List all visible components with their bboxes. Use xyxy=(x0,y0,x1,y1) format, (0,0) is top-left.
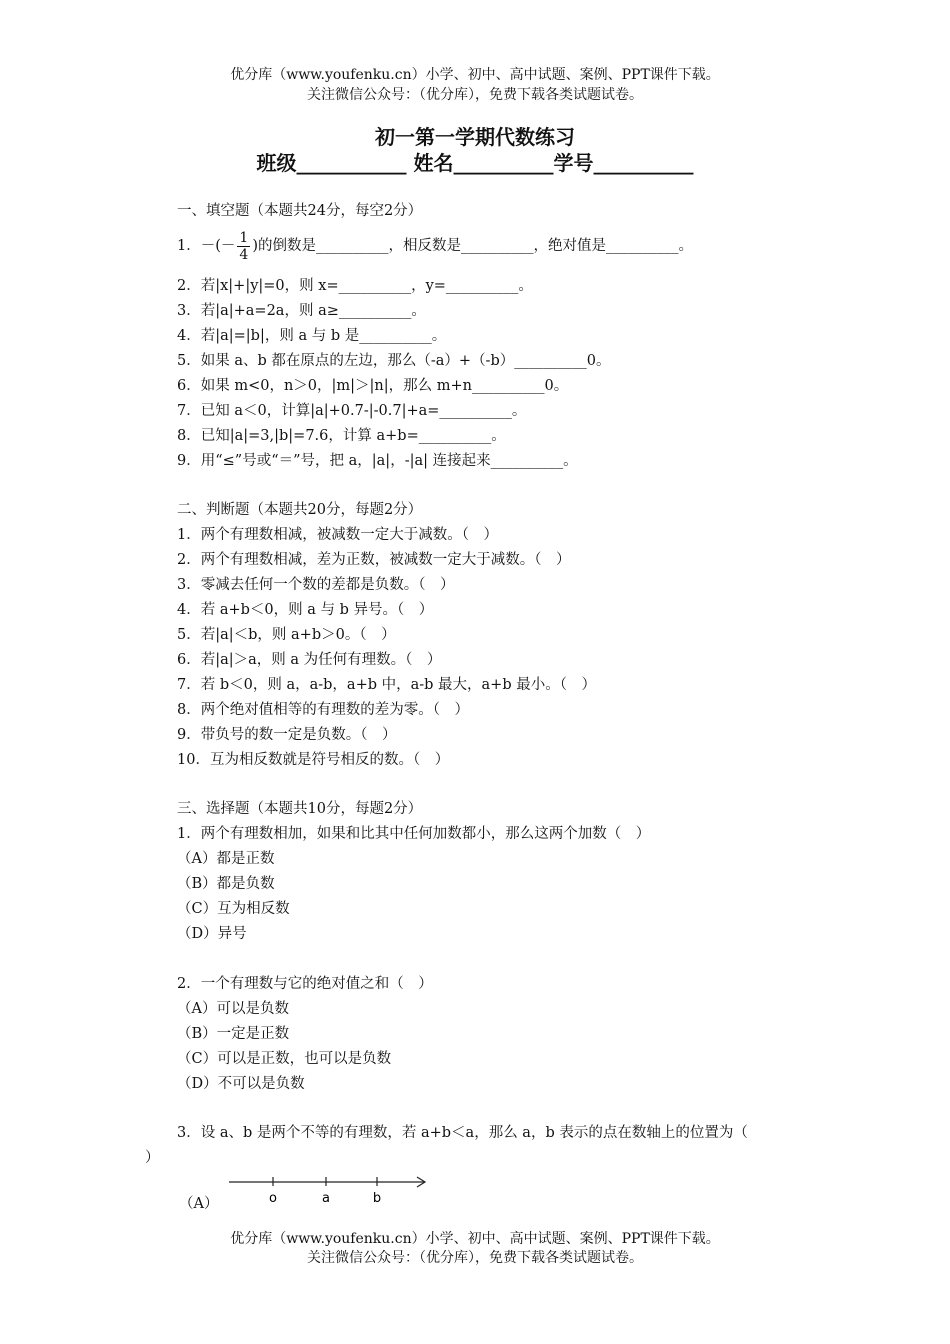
s3-q2-option-a: （A）可以是负数 xyxy=(177,1001,289,1017)
fraction-numerator: 1 xyxy=(239,229,249,246)
s1-question-7: 7．已知 a＜0，计算|a|+0.7-|-0.7|+a=__________。 xyxy=(177,403,527,419)
s1-question-5: 5．如果 a、b 都在原点的左边，那么（-a）+（-b）__________0。 xyxy=(177,353,611,369)
s1-question-6: 6．如果 m<0，n＞0，|m|＞|n|，那么 m+n__________0。 xyxy=(177,378,569,394)
page-footer-line1: 优分库（www.youfenku.cn）小学、初中、高中试题、案例、PPT课件下载。 xyxy=(230,1231,720,1247)
s2-question-5: 5．若|a|＜b，则 a+b＞0。（ ） xyxy=(177,627,396,643)
s2-question-6: 6．若|a|＞a，则 a 为任何有理数。（ ） xyxy=(177,652,442,668)
page-footer-line2: 关注微信公众号：（优分库），免费下载各类试题试卷。 xyxy=(307,1250,643,1266)
page-header-line1: 优分库（www.youfenku.cn）小学、初中、高中试题、案例、PPT课件下载。 xyxy=(230,67,720,83)
s3-q2-option-d: （D）不可以是负数 xyxy=(177,1076,305,1092)
section3-heading: 三、选择题（本题共10分，每题2分） xyxy=(177,801,423,817)
s3-q1-option-d: （D）异号 xyxy=(177,926,247,942)
s2-question-1: 1．两个有理数相减，被减数一定大于减数。（ ） xyxy=(177,527,498,543)
s2-question-4: 4．若 a+b＜0，则 a 与 b 异号。（ ） xyxy=(177,602,434,618)
s1-question-3: 3．若|a|+a=2a，则 a≥__________。 xyxy=(177,303,426,319)
s3-q2-option-c: （C）可以是正数，也可以是负数 xyxy=(177,1051,392,1067)
s2-question-7: 7．若 b＜0，则 a，a-b，a+b 中，a-b 最大，a+b 最小。（ ） xyxy=(177,677,596,693)
s3-question-3-stem-cont: ） xyxy=(145,1150,160,1166)
s1-question-1 xyxy=(177,228,693,264)
s3-question-2-stem: 2．一个有理数与它的绝对值之和（ ） xyxy=(177,976,433,992)
axis-label-a: a xyxy=(322,1191,330,1206)
s3-q1-option-b: （B）都是负数 xyxy=(177,876,275,892)
section2-heading: 二、判断题（本题共20分，每题2分） xyxy=(177,502,423,518)
s3-q2-option-b: （B）一定是正数 xyxy=(177,1026,290,1042)
page-header-line2: 关注微信公众号：（优分库），免费下载各类试题试卷。 xyxy=(307,87,643,103)
s1-question-2: 2．若|x|+|y|=0，则 x=__________，y=__________。 xyxy=(177,278,533,294)
s2-question-8: 8．两个绝对值相等的有理数的差为零。（ ） xyxy=(177,702,469,718)
axis-label-b: b xyxy=(372,1191,382,1206)
s1-question-9: 9．用“≤”号或“＝”号，把 a，|a|，-|a| 连接起来__________。 xyxy=(177,453,578,469)
s2-question-2: 2．两个有理数相减，差为正数，被减数一定大于减数。（ ） xyxy=(177,552,571,568)
q1-prefix: 1．－(－ xyxy=(177,238,236,254)
page-title: 初一第一学期代数练习 xyxy=(375,125,575,149)
s3-q1-option-a: （A）都是正数 xyxy=(177,851,275,867)
s3-question-3-stem: 3．设 a、b 是两个不等的有理数，若 a+b＜a，那么 a，b 表示的点在数轴上的位置为（ xyxy=(177,1125,748,1141)
s3-q3-option-a-label: （A） xyxy=(179,1196,219,1212)
q1-suffix: )的倒数是__________，相反数是__________，绝对值是__________。 xyxy=(252,238,693,254)
s3-q1-option-c: （C）互为相反数 xyxy=(177,901,290,917)
number-line-diagram xyxy=(225,1172,435,1208)
s2-question-10: 10．互为相反数就是符号相反的数。（ ） xyxy=(177,752,450,768)
section1-heading: 一、填空题（本题共24分，每空2分） xyxy=(177,203,423,219)
axis-label-o: o xyxy=(269,1191,277,1206)
fraction-one-quarter xyxy=(237,230,250,263)
s2-question-3: 3．零减去任何一个数的差都是负数。（ ） xyxy=(177,577,455,593)
s1-question-4: 4．若|a|=|b|，则 a 与 b 是__________。 xyxy=(177,328,447,344)
s2-question-9: 9．带负号的数一定是负数。（ ） xyxy=(177,727,397,743)
fraction-denominator: 4 xyxy=(239,246,249,263)
student-info-line: 班级___________ 姓名__________学号__________ xyxy=(256,151,694,175)
s1-question-8: 8．已知|a|=3,|b|=7.6，计算 a+b=__________。 xyxy=(177,428,506,444)
s3-question-1-stem: 1．两个有理数相加，如果和比其中任何加数都小，那么这两个加数（ ） xyxy=(177,826,651,842)
